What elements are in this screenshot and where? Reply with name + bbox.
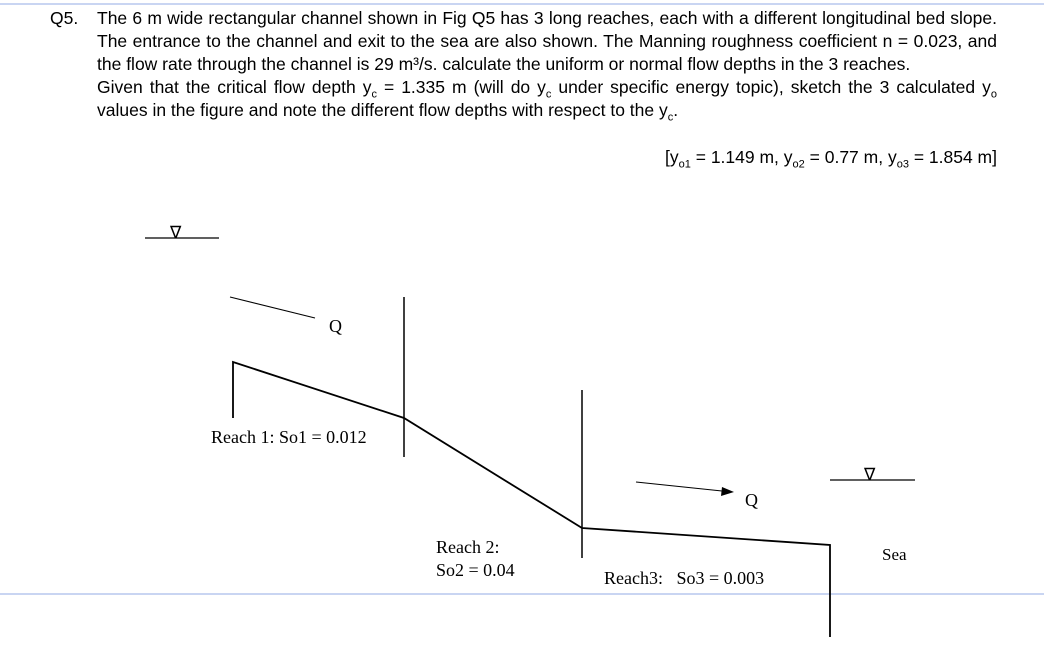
upstream-water-symbol: ∇ <box>170 223 182 242</box>
reach2-label-line1: Reach 2: <box>436 537 500 557</box>
channel-bed <box>233 362 830 637</box>
reach3-label: Reach3: So3 = 0.003 <box>604 568 765 588</box>
question-paragraph-1: The 6 m wide rectangular channel shown in Fig Q5 has 3 long reaches, each with a different longitudinal bed slope. The entrance to the channel and exit to the sea are also shown. The Manning roughness coefficient n = 0.023, and the flow rate through the channel is 29 m³/s. calculate the uniform or normal flow depths in the 3 reaches. <box>97 8 997 74</box>
upstream-flow-arrow <box>230 297 315 318</box>
downstream-q-label: Q <box>745 490 758 510</box>
sea-label: Sea <box>882 545 907 564</box>
answer-values: [$y_{o1} = 1.149$ m, $y_{o2} = 0.77$ m, $y_{o3} = 1.854$ m] <box>665 147 997 171</box>
upstream-q-label: Q <box>329 316 342 336</box>
sea-water-symbol: ∇ <box>864 465 876 484</box>
downstream-arrowhead <box>721 487 734 496</box>
question-number: Q5. <box>50 8 79 28</box>
reach1-label: Reach 1: So1 = 0.012 <box>211 427 367 447</box>
question-paragraph-2: Given that the critical flow depth $y_c = 1.335$ m (will do $y_c$ under specific energy topic), sketch the 3 calculated $y_o$ values in the figure and note the different flow depths with respect to the $y_c$. <box>97 77 998 124</box>
reach2-label-line2: So2 = 0.04 <box>436 560 515 580</box>
downstream-flow-arrow <box>636 482 722 491</box>
